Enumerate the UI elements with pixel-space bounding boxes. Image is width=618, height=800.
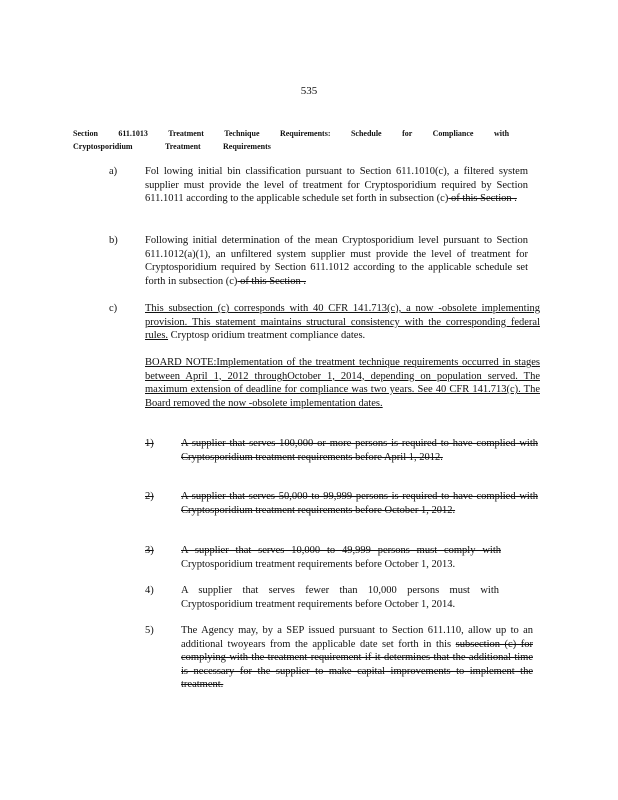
board-note-text: BOARD NOTE:Implementation of the treatment technique requirements occurred in stages between April 1, 2012 throughOctober 1, 2014, depending on population served. The maximum extension of deadline for compliance was two years. See 40 CFR 141.713(c). The Board removed the now -obsolete implementation dates. (145, 357, 540, 409)
heading-word: 611.1013 (118, 129, 148, 138)
heading-word: Compliance (432, 129, 474, 138)
subsection-a-text (145, 165, 528, 206)
board-note (145, 356, 540, 410)
item-5-text (181, 624, 533, 692)
subsection-c-label: c) (109, 303, 118, 314)
item-4-text: A supplier that serves fewer than 10,000 persons must with Cryptosporidium treatment requirements before October 1, 2014. (181, 585, 499, 610)
heading-word: Requirements: (279, 129, 331, 138)
heading-word: Requirements (223, 142, 271, 151)
subsection-b-body: Following initial determination of the mean Cryptosporidium level pursuant to Section 611.1012(a)(1), an unfiltered system supplier must provide the level of treatment for Cryptosporidium required by Section 611.1012 according to the applicable schedule set forth in subsection (c) (145, 235, 528, 287)
heading-word: Treatment (168, 129, 204, 138)
subsection-b-label: b) (109, 235, 118, 246)
section-heading-line2 (73, 140, 509, 153)
item-5-body: The Agency may, by a SEP issued pursuant to Section 611.110, allow up to an additional twoyears from the applicable date set forth in this (181, 625, 533, 650)
section-heading (73, 127, 509, 153)
item-5-label: 5) (145, 625, 154, 636)
page-number: 535 (300, 85, 318, 97)
item-5-deleted: subsection (c) for complying with the treatment requirement if it determines that the additional time is necessary for the supplier to make capital improvements to implement the treatment. (181, 638, 533, 691)
subsection-b-deleted: of this Section . (237, 275, 306, 287)
heading-word: Cryptosporidium (73, 142, 133, 151)
item-3-deleted: A supplier that serves 10,000 to 49,999 persons must comply with (181, 545, 501, 556)
item-3-body: Cryptosporidium treatment requirements before October 1, 2013. (181, 558, 456, 570)
item-3-label: 3) (145, 545, 154, 556)
subsection-a-label: a) (109, 166, 118, 177)
heading-word: Section (73, 129, 98, 138)
subsection-c-text (145, 302, 540, 343)
item-3-text (181, 544, 501, 571)
section-heading-line1 (73, 127, 509, 140)
subsection-a-body: Fol lowing initial bin classification pursuant to Section 611.1010(c), a filtered system supplier must provide the level of treatment for Cryptosporidium required by Section 611.1011 according to the applicable schedule set forth in subsection (c) (145, 166, 528, 205)
item-1-text: A supplier that serves 100,000 or more persons is required to have complied with Cryptosporidium treatment requirements before April 1, 2012. (181, 438, 538, 463)
heading-word: Treatment (165, 142, 201, 151)
heading-word: with (493, 129, 510, 138)
heading-word: Schedule (350, 129, 382, 138)
item-1-label: 1) (145, 438, 154, 449)
item-4-label: 4) (145, 585, 154, 596)
item-2-label: 2) (145, 491, 154, 502)
subsection-c-tail: Cryptosp oridium treatment compliance dates. (168, 330, 366, 342)
subsection-a-deleted: of this Section . (448, 193, 517, 205)
subsection-c-inserted: This subsection (c) corresponds with 40 CFR 141.713(c), a now -obsolete implementing provision. This statement maintains structural consistency with the corresponding federal rules. (145, 303, 540, 342)
heading-word: for (402, 129, 413, 138)
subsection-b-text (145, 234, 528, 288)
heading-word: Technique (224, 129, 260, 138)
item-2-text: A supplier that serves 50,000 to 99,999 persons is required to have complied with Cryptosporidium treatment requirements before October 1, 2012. (181, 491, 538, 516)
